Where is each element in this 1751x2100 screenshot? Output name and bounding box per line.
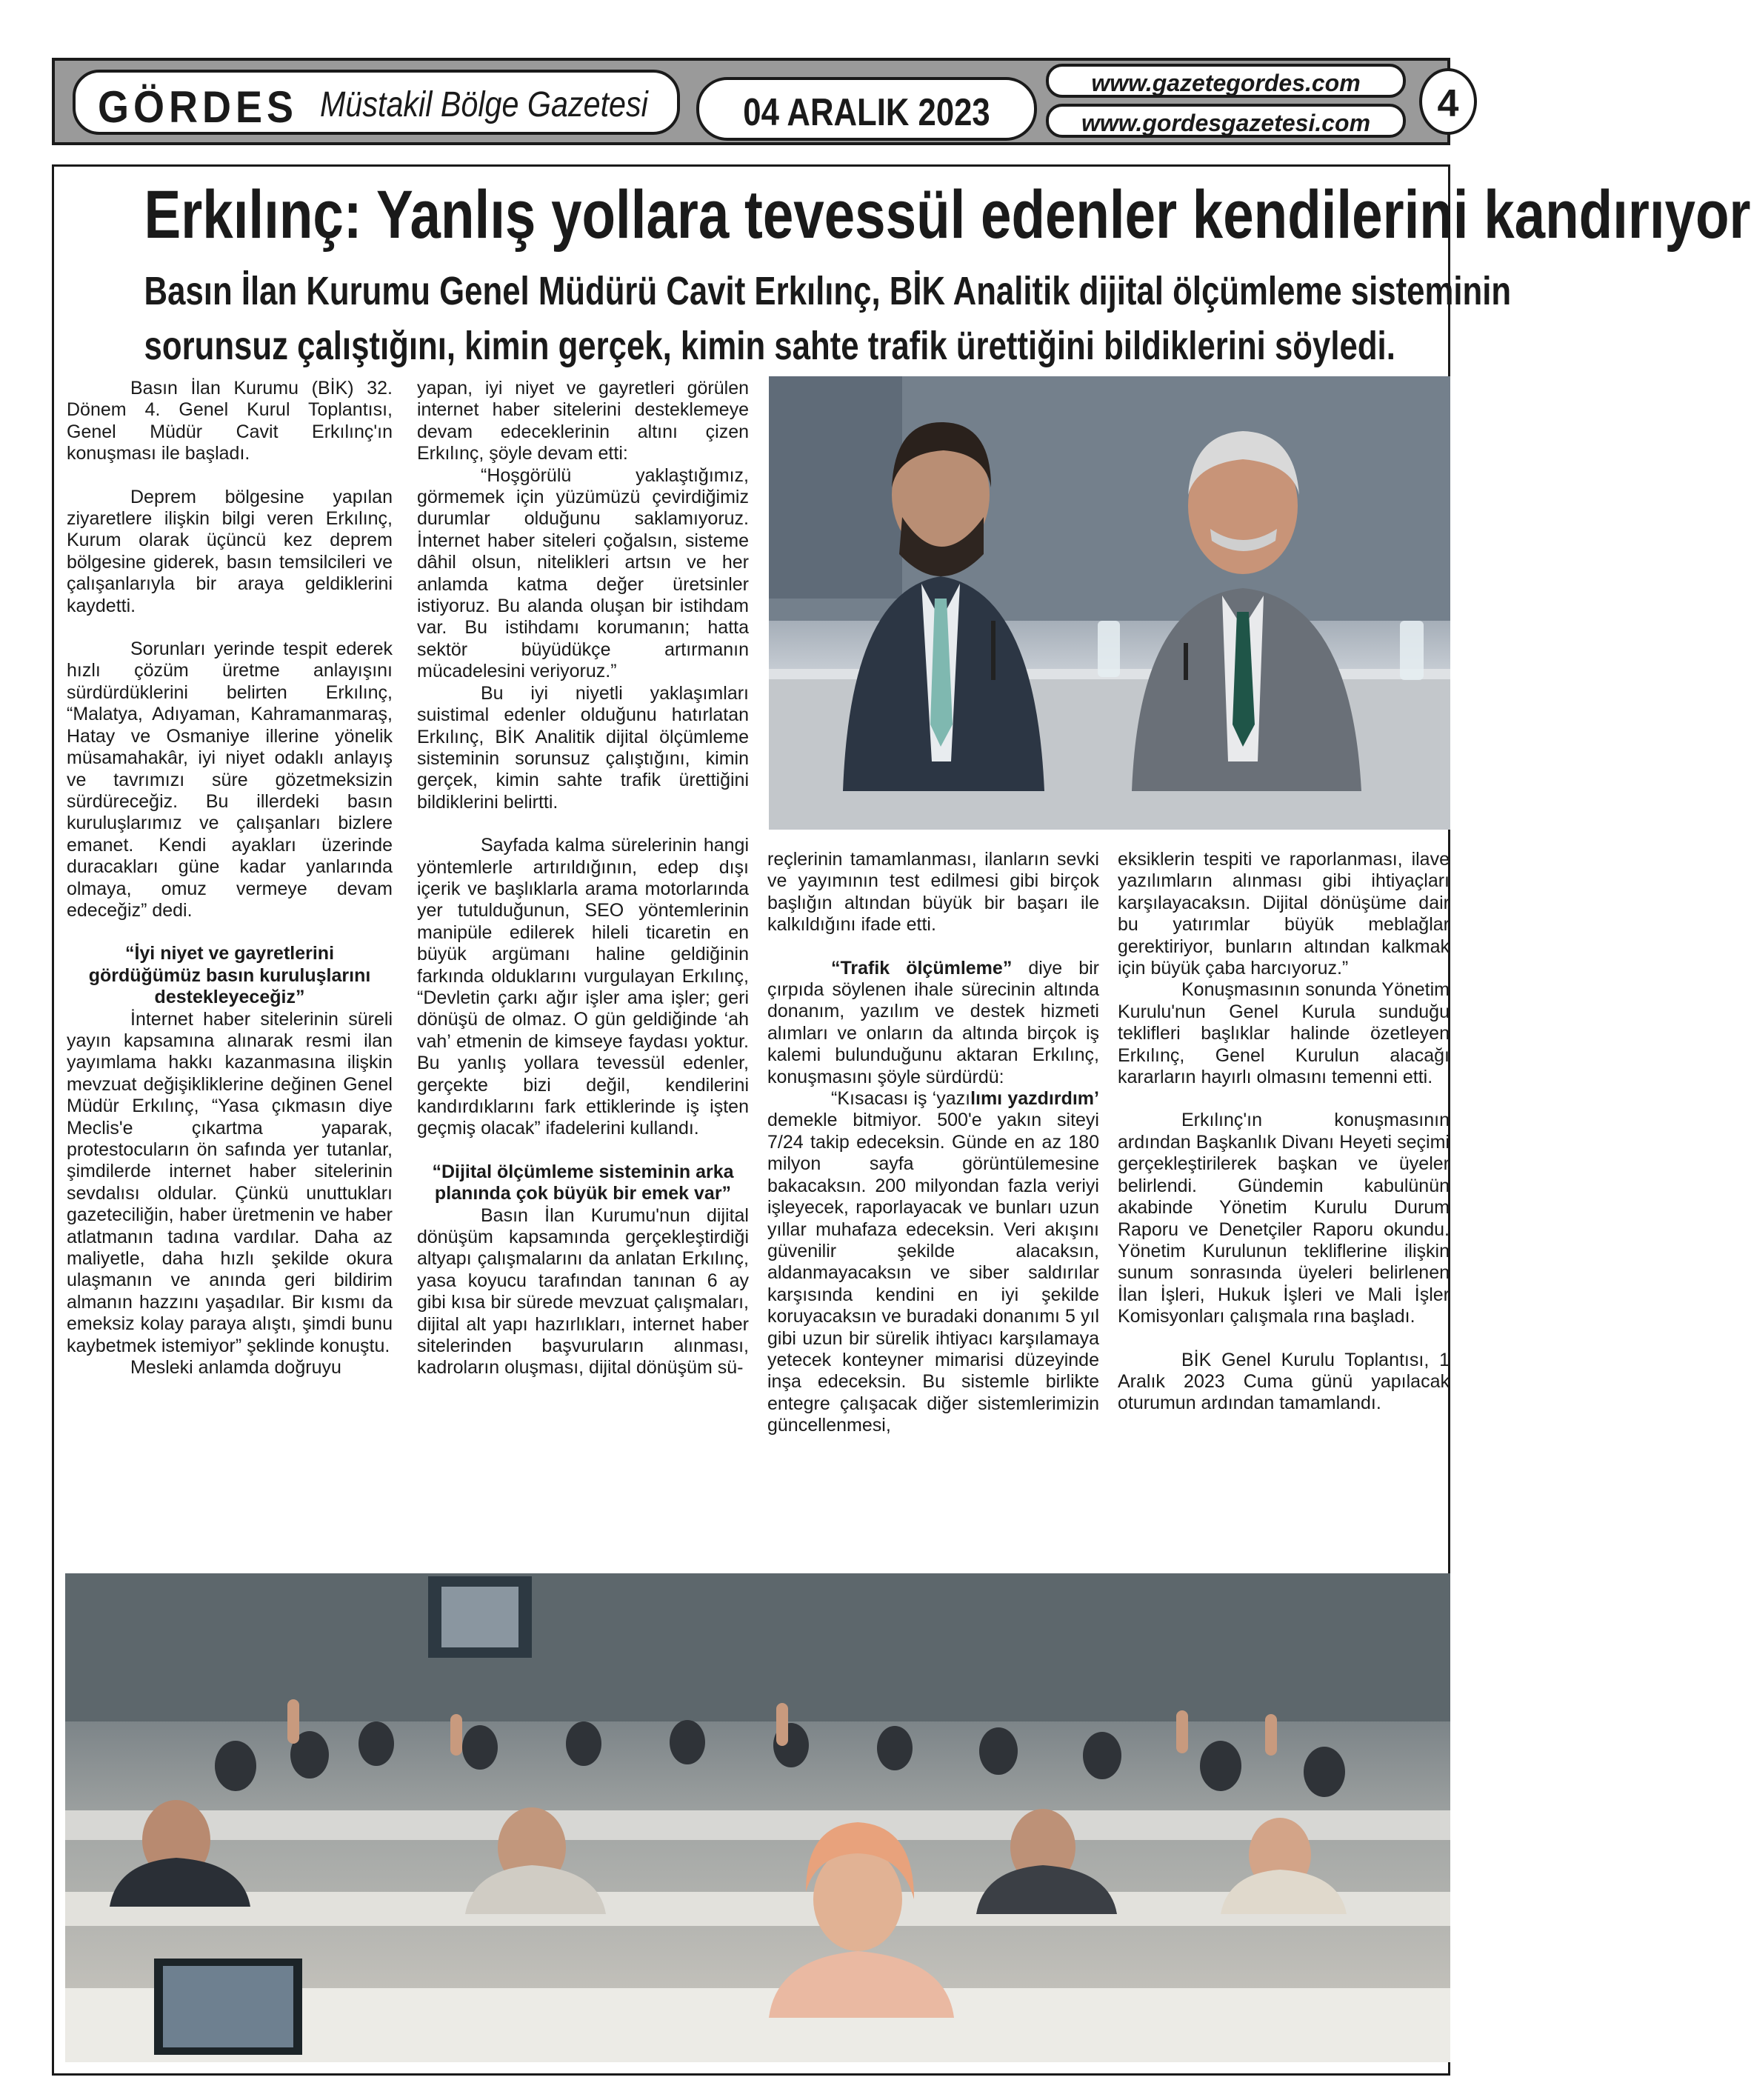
quote-paragraph: “Hoşgörülü yaklaştığımız, görmemek için yüzümüzü çevirdiğimiz durumlar olduğunu saklamıyoruz. İnternet haber siteleri çoğalsın, sisteme dâhil olsun, nitelikleri artsın ve her anlamda katma değer üretsinler istiyoruz. Bu alanda oluşan bir istihdam var. Bu istihdamı korumanın; hatta sektör büyüdükçe artırmanın mücadelesini veriyoruz.” — [417, 464, 749, 682]
paragraph — [767, 958, 1099, 1088]
article-deck-line-2: sorunsuz çalıştığını, kimin gerçek, kimin sahte trafik ürettiğini bildiklerini söyledi. — [144, 324, 1395, 368]
general-assembly-illustration — [65, 1573, 1450, 2062]
quote-paragraph — [767, 1088, 1099, 1437]
paragraph: Basın İlan Kurumu (BİK) 32. Dönem 4. Genel Kurul Toplantısı, Genel Müdür Cavit Erkılınç'ın konuşması ile başladı. — [67, 378, 393, 464]
paragraph: yapan, iyi niyet ve gayretleri görülen internet haber sitelerini desteklemeye devam edeceklerinin altını çizen Erkılınç, şöyle devam etti: — [417, 378, 749, 464]
bold-phrase: lımı yazdırdım’ — [970, 1088, 1099, 1110]
text-run: diye bir çırpıda söylenen ihale sürecinin altında donanım, yazılım ve destek hizmeti alımları ve onların da altında birçok iş kalemi bulunduğunu aktaran Erkılınç, konuşmasını şöyle sürdürdü: — [767, 957, 1100, 1087]
text-run: “Kısacası iş ‘yazı — [831, 1088, 971, 1110]
newspaper-name-badge — [73, 70, 680, 135]
article-column-4 — [1118, 849, 1450, 1415]
website-url-2: www.gordesgazetesi.com — [1081, 110, 1371, 136]
speakers-photo — [769, 376, 1450, 830]
paragraph: BİK Genel Kurulu Toplantısı, 1 Aralık 2023 Cuma günü yapılacak oturumun ardından tamamlandı. — [1118, 1349, 1450, 1414]
paragraph: Bu iyi niyetli yaklaşımları suistimal edenler olduğunu hatırlatan Erkılınç, BİK Analitik dijital ölçümleme sisteminin sorunsuz çalıştığını, kimin gerçek, kimin sahte trafik ürettiğini bildiklerini belirtti. — [417, 682, 749, 813]
paragraph: eksiklerin tespiti ve raporlanması, ilave yazılımların alınması gibi ihtiyaçları karşılayacaksın. Dijital dönüşüme dair bu yatırımlar büyük meblağlar gerektiriyor, bunların altından kalkmak için büyük çaba harcıyoruz.” — [1118, 849, 1450, 979]
website-link-1[interactable] — [1046, 64, 1406, 98]
page-number-badge — [1419, 68, 1477, 135]
article-column-1 — [67, 378, 393, 1379]
paragraph: Mesleki anlamda doğruyu — [130, 1357, 341, 1379]
paragraph: Sorunları yerinde tespit ederek hızlı çözüm üretme anlayışını sürdürdüklerini belirten Erkılınç, “Malatya, Adıyaman, Kahramanmaraş, Hatay ve Osmaniye illerine yönelik müsamahakâr, iyi niyet odaklı anlayış ve tavrımızı süre gözetmeksizin sürdüreceğiz. Bu illerdeki basın kuruluşlarımız ve çalışanları bizlere emanet. Kendi ayakları üzerinde duracakları güne kadar yanlarında olmaya, omuz vermeye devam edeceğiz” dedi. — [67, 639, 393, 921]
newspaper-name: GÖRDES — [98, 82, 298, 133]
page-number: 4 — [1437, 82, 1459, 125]
issue-date-badge — [696, 77, 1037, 141]
masthead — [52, 58, 1459, 145]
paragraph: Konuşmasının sonunda Yönetim Kurulu'nun Genel Kurula sunduğu teklifleri başlıklar halinde özetleyen Erkılınç, Genel Kurulun alacağı kararların hayırlı olmasını temenni etti. — [1118, 979, 1450, 1088]
article-deck-line-1: Basın İlan Kurumu Genel Müdürü Cavit Erkılınç, BİK Analitik dijital ölçümleme sisteminin — [144, 269, 1512, 313]
website-url-1: www.gazetegordes.com — [1091, 70, 1361, 96]
general-assembly-photo — [65, 1573, 1450, 2062]
text-run: demekle bitmiyor. 500'e yakın siteyi 7/24 takip edeceksin. Günde en az 180 milyon sayfa görüntülemesine bakacaksın. 200 milyondan fazla veriyi işleyecek, raporlayacak ve bunları uzun yıllar muhafaza edeceksin. Veri akışını güvenilir şekilde alacaksın, aldanmayacaksın ve siber saldırılar karşısında kendini en iyi şekilde koruyacaksın ve buradaki donanımı 5 yıl gibi uzun bir sürelik ihtiyacı karşılamaya yetecek konteyner mimarisi düzeyinde inşa edeceksin. Bu sistemle birlikte entegre çalışacak diğer sistemlerimizin güncellenmesi, — [767, 1110, 1099, 1436]
issue-date: 04 ARALIK 2023 — [743, 91, 990, 134]
newspaper-subtitle: Müstakil Bölge Gazetesi — [320, 85, 648, 124]
paragraph: Deprem bölgesine yapılan ziyaretlere ilişkin bilgi veren Erkılınç, Kurum olarak üçüncü kez deprem bölgesine giderek, basın temsilcileri ve çalışanlarıyla bir araya geldiklerini kaydetti. — [67, 486, 393, 616]
subheading: “İyi niyet ve gayretlerini gördüğümüz basın kuruluşlarını destekleyeceğiz” — [88, 943, 371, 1008]
article-headline: Erkılınç: Yanlış yollara tevessül edenler kendilerini kandırıyor — [144, 177, 1751, 253]
bold-phrase: “Trafik ölçümleme” — [831, 957, 1013, 979]
article-column-2 — [417, 378, 749, 1379]
paragraph: Basın İlan Kurumu'nun dijital dönüşüm kapsamında gerçekleştirdiği altyapı çalışmalarını da anlatan Erkılınç, yasa koyucu tarafından tanınan 6 ay gibi kısa bir sürede mevzuat çalışmaları, dijital alt yapı hazırlıkları, internet haber sitelerinden başvuruların alınması, kadroların oluşması, dijital dönüşüm sü- — [417, 1204, 749, 1379]
article-column-3 — [767, 849, 1099, 1437]
speakers-photo-illustration — [769, 376, 1450, 830]
paragraph: Erkılınç'ın konuşmasının ardından Başkanlık Divanı Heyeti seçimi gerçekleştirilerek başkan ve üyeler belirlendi. Gündemin kabulünün akabinde Yönetim Kurulu Durum Raporu ve Denetçiler Raporu okundu. Yönetim Kurulunun tekliflerine ilişkin sunum sonrasında üyeleri belirlenen İlan İşleri, Hukuk İşleri ve Mali İşler Komisyonları çalışmala rına başladı. — [1118, 1110, 1450, 1327]
paragraph: Sayfada kalma sürelerinin hangi yöntemlerle artırıldığının, edep dışı içerik ve başlıklarla arama motorlarında yer tutulduğunun, SEO yöntemlerinin manipüle edilerek hileli ticaretin en büyük argümanı haline geldiğinin farkında olduklarını vurgulayan Erkılınç, “Devletin çarkı ağır işler ama işler; geri dönüşü de olmaz. O gün geldiğinde ‘ah vah’ etmenin de kimseye faydası yoktur. Bu yanlış yollara tevessül edenler, gerçekte bizi değil, kendilerini kandırdıklarını fark ettiklerinde iş işten geçmiş olacak” ifadelerini kullandı. — [417, 835, 749, 1139]
paragraph: reçlerinin tamamlanması, ilanların sevki ve yayımının test edilmesi gibi birçok başlığın altından büyük bir başarı ile kalkıldığını ifade etti. — [767, 849, 1099, 936]
paragraph: İnternet haber sitelerinin süreli yayın kapsamına alınarak resmi ilan yayımlama hakkı kazanmasına ilişkin mevzuat değişikliklerine değinen Genel Müdür Erkılınç, “Yasa çıkmasın diye Meclis'e çıkartma yaparak, protestocuların ön safında yer tutanlar, şimdilerde internet haber sitelerinin sevdalısı oldular. Çünkü unuttukları gazeteciliğin, haber üretmenin ve haber atlatmanın tadına vardılar. Daha az maliyetle, daha hızlı şekilde okura ulaşmanın ve anında geri bildirim almanın hazzını yaşadılar. Bir kısmı da emeksiz kolay paraya alıştı, şimdi bunu kaybetmek istemiyor” şeklinde konuştu. — [67, 1008, 393, 1356]
subheading: “Dijital ölçümleme sisteminin arka planında çok büyük bir emek var” — [432, 1161, 734, 1204]
website-link-2[interactable] — [1046, 104, 1406, 138]
